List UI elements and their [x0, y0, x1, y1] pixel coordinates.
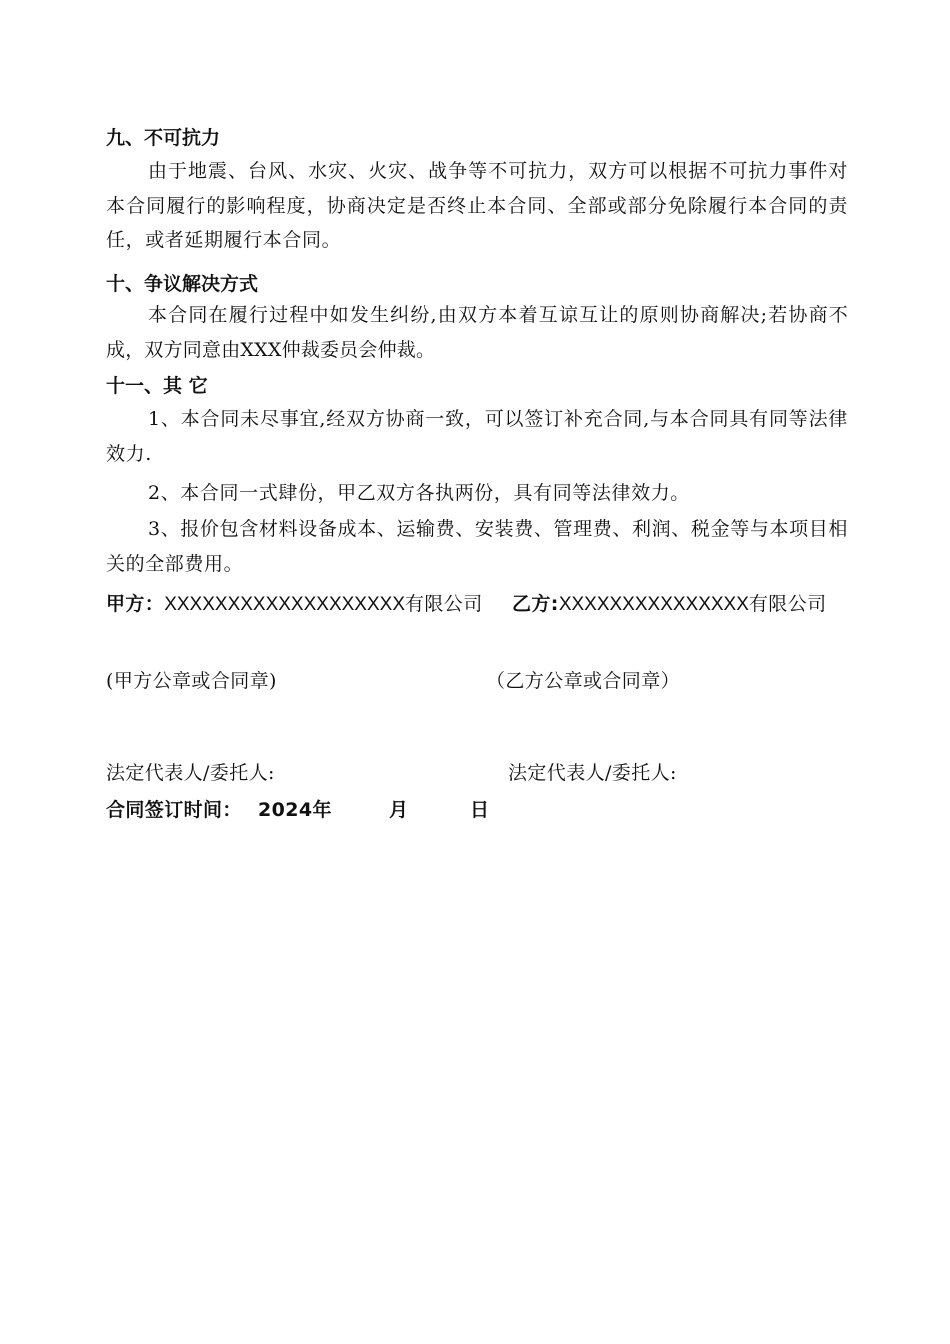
- party-a-name: XXXXXXXXXXXXXXXXXXX: [164, 594, 405, 615]
- signing-day: 日: [470, 799, 490, 821]
- section-10-body: 本合同在履行过程中如发生纠纷,由双方本着互谅互让的原则协商解决;若协商不成，双方同意由XXX仲裁委员会仲裁。: [106, 304, 848, 361]
- party-b-representative: 法定代表人/委托人:: [508, 762, 677, 784]
- section-11-item-3: 3、报价包含材料设备成本、运输费、安装费、管理费、利润、税金等与本项目相关的全部费用。: [106, 518, 848, 575]
- party-a-label: 甲方：: [106, 593, 165, 615]
- section-10-title: 十、争议解决方式: [106, 273, 259, 295]
- party-b-seal: （乙方公章或合同章）: [486, 670, 681, 692]
- party-a-representative: 法定代表人/委托人:: [106, 762, 275, 784]
- signing-date-label: 合同签订时间：: [106, 799, 242, 821]
- party-b-suffix: 有限公司: [748, 593, 827, 615]
- party-b-line: [512, 592, 827, 617]
- section-11-title: 十一、其 它: [106, 375, 208, 397]
- party-b-name: XXXXXXXXXXXXXXX: [558, 594, 749, 615]
- section-11-item-2: 2、本合同一式肆份，甲乙双方各执两份，具有同等法律效力。: [148, 482, 690, 504]
- signing-month: 月: [389, 799, 409, 821]
- section-9-title: 九、不可抗力: [106, 127, 221, 149]
- signing-year: 2024年: [258, 799, 332, 821]
- section-9-body: 由于地震、台风、水灾、火灾、战争等不可抗力，双方可以根据不可抗力事件对本合同履行的影响程度，协商决定是否终止本合同、全部或部分免除履行本合同的责任，或者延期履行本合同。: [106, 160, 848, 251]
- party-a-line: [106, 592, 483, 617]
- section-11-item-1: 1、本合同未尽事宜,经双方协商一致，可以签订补充合同,与本合同具有同等法律效力.: [106, 408, 848, 465]
- party-a-seal: (甲方公章或合同章): [106, 670, 277, 692]
- party-a-suffix: 有限公司: [405, 593, 483, 615]
- party-b-label: 乙方:: [512, 593, 559, 615]
